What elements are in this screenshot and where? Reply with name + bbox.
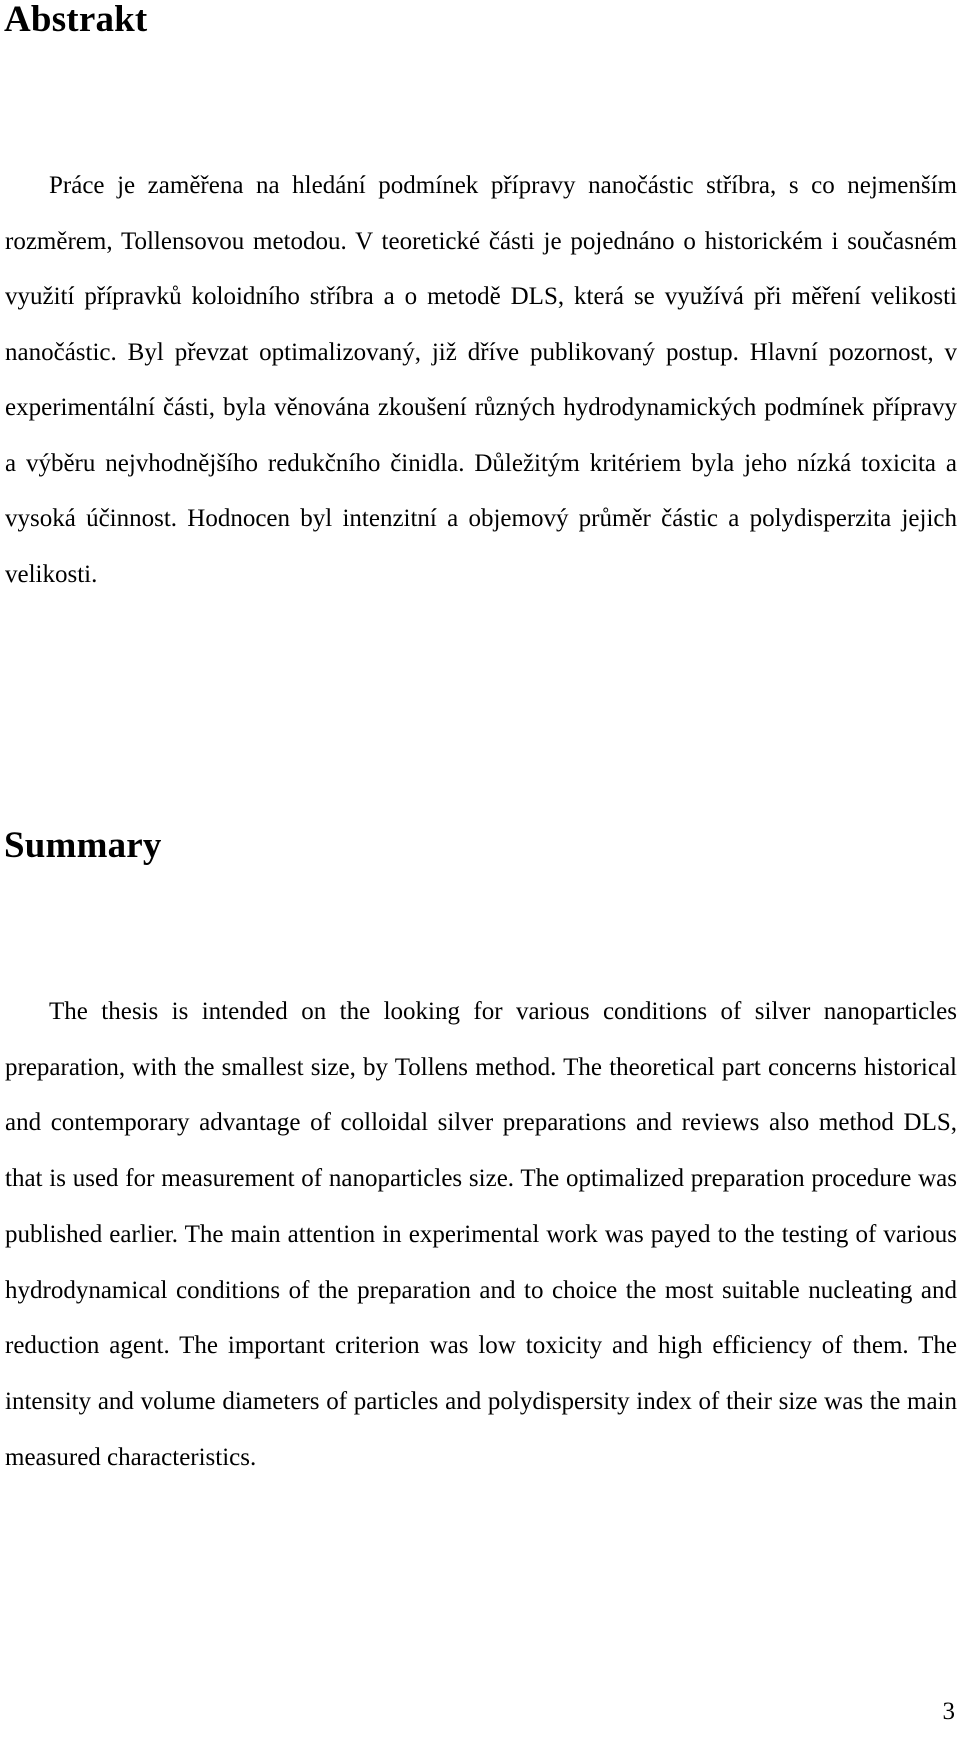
abstrakt-heading: Abstrakt bbox=[4, 0, 148, 40]
summary-heading: Summary bbox=[4, 825, 162, 866]
page-number: 3 bbox=[942, 1698, 955, 1725]
abstrakt-paragraph: Práce je zaměřena na hledání podmínek přípravy nanočástic stříbra, s co nejmenším rozměrem, Tollensovou metodou. V teoretické části je pojednáno o historickém i současném využití přípravků koloidního stříbra a o metodě DLS, která se využívá při měření velikosti nanočástic. Byl převzat optimalizovaný, již dříve publikovaný postup. Hlavní pozornost, v experimentální části, byla věnována zkoušení různých hydrodynamických podmínek přípravy a výběru nejvhodnějšího redukčního činidla. Důležitým kritériem byla jeho nízká toxicita a vysoká účinnost. Hodnocen byl intenzitní a objemový průměr částic a polydisperzita jejich velikosti. bbox=[5, 172, 957, 588]
summary-paragraph: The thesis is intended on the looking for various conditions of silver nanoparticles preparation, with the smallest size, by Tollens method. The theoretical part concerns historical and contemporary advantage of colloidal silver preparations and reviews also method DLS, that is used for measurement of nanoparticles size. The optimalized preparation procedure was published earlier. The main attention in experimental work was payed to the testing of various hydrodynamical conditions of the preparation and to choice the most suitable nucleating and reduction agent. The important criterion was low toxicity and high efficiency of them. The intensity and volume diameters of particles and polydispersity index of their size was the main measured characteristics. bbox=[5, 998, 957, 1471]
